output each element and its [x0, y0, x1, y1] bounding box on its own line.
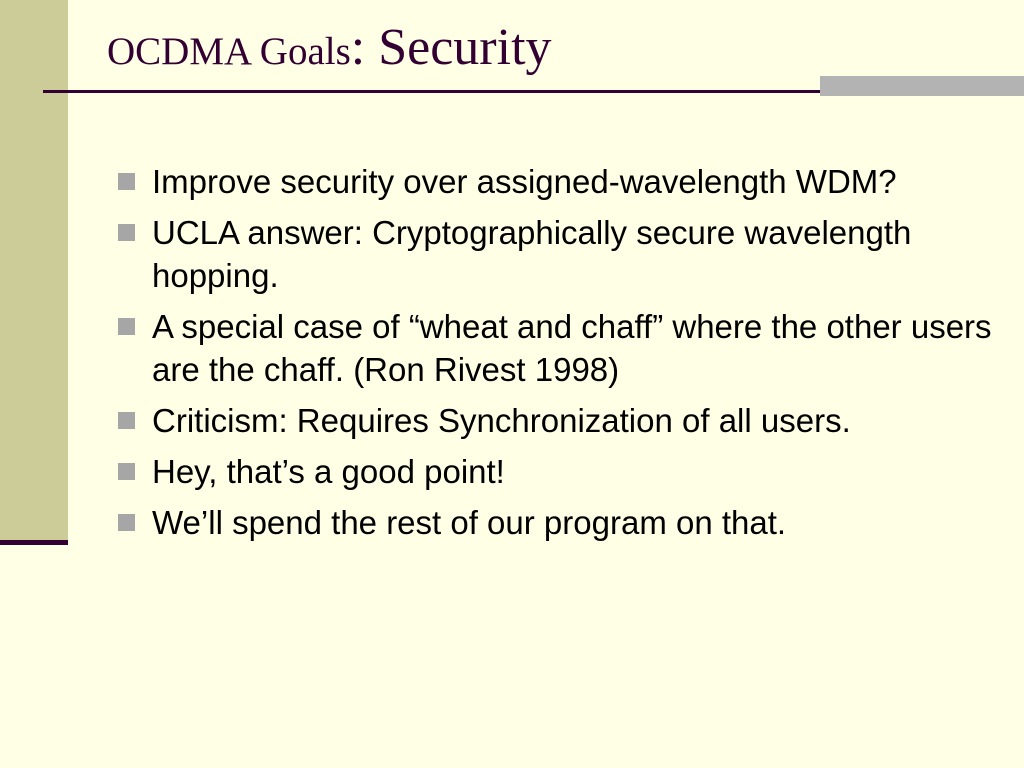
bullet-item — [114, 399, 994, 442]
square-bullet-icon — [118, 412, 135, 429]
square-bullet-icon — [118, 173, 135, 190]
bullet-item — [114, 160, 994, 203]
bullet-item — [114, 211, 994, 297]
bullet-text: Hey, that’s a good point! — [152, 453, 505, 490]
bullet-text: A special case of “wheat and chaff” where the other users are the chaff. (Ron Rivest 1998) — [152, 308, 992, 388]
square-bullet-icon — [118, 224, 135, 241]
slide-title — [107, 19, 552, 76]
left-bar-accent-line — [0, 540, 68, 545]
title-gray-accent-block — [820, 76, 1024, 96]
left-decorative-bar — [0, 0, 68, 540]
bullet-text: Improve security over assigned-wavelength WDM? — [152, 163, 897, 200]
bullet-list — [114, 160, 994, 552]
bullet-item — [114, 501, 994, 544]
bullet-text: We’ll spend the rest of our program on that. — [152, 504, 787, 541]
square-bullet-icon — [118, 318, 135, 335]
bullet-item — [114, 305, 994, 391]
square-bullet-icon — [118, 514, 135, 531]
bullet-item — [114, 450, 994, 493]
title-main: OCDMA Goals — [107, 30, 351, 73]
title-subject: : Security — [350, 19, 552, 76]
square-bullet-icon — [118, 463, 135, 480]
bullet-text: Criticism: Requires Synchronization of all users. — [152, 402, 851, 439]
bullet-text: UCLA answer: Cryptographically secure wavelength hopping. — [152, 214, 912, 294]
